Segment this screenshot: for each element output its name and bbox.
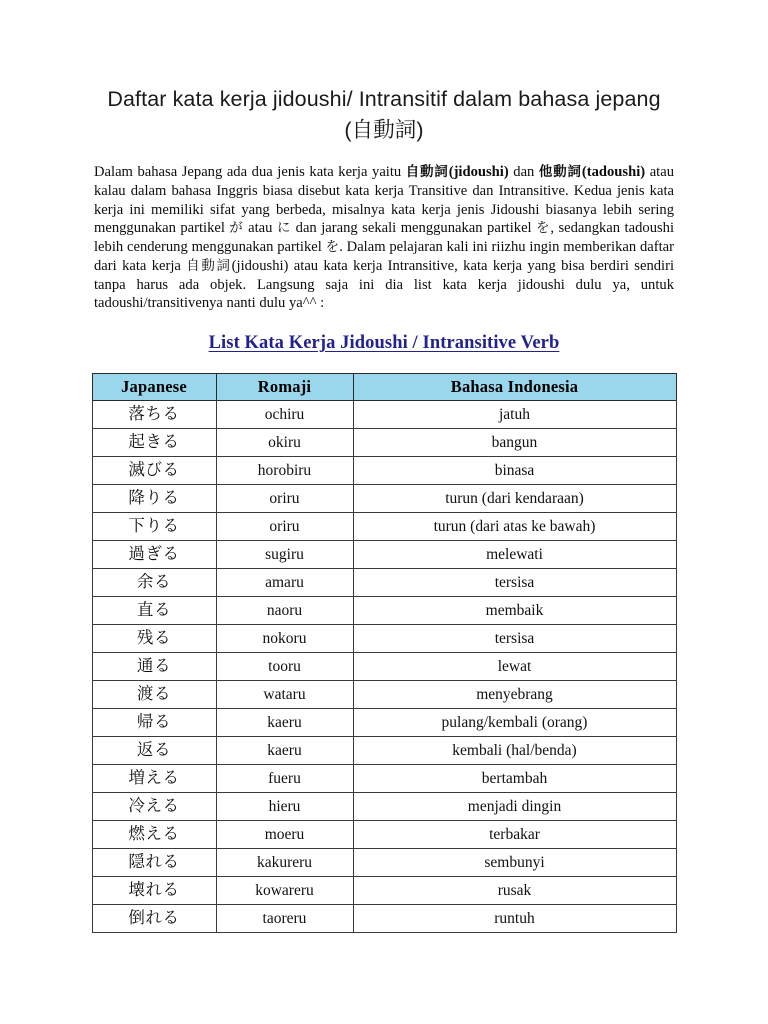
verb-romaji: kaeru bbox=[216, 709, 353, 737]
verb-japanese: 下りる bbox=[92, 513, 216, 541]
intro-jidoushi-kanji: 自動詞 bbox=[405, 165, 449, 181]
table-row bbox=[92, 541, 676, 569]
column-header-japanese: Japanese bbox=[92, 374, 216, 401]
verb-romaji: oriru bbox=[216, 485, 353, 513]
intro-segment-2: dan bbox=[508, 164, 539, 181]
section-heading-text: List Kata Kerja Jidoushi / Intransitive Verb bbox=[208, 333, 560, 354]
verb-romaji: fueru bbox=[216, 765, 353, 793]
verb-indonesian: bangun bbox=[353, 429, 676, 457]
verb-japanese: 起きる bbox=[92, 429, 216, 457]
column-header-romaji: Romaji bbox=[216, 374, 353, 401]
verb-indonesian: pulang/kembali (orang) bbox=[353, 709, 676, 737]
verb-japanese: 直る bbox=[92, 597, 216, 625]
table-row bbox=[92, 877, 676, 905]
intro-segment-4: atau bbox=[243, 220, 277, 237]
verb-romaji: ochiru bbox=[216, 401, 353, 429]
section-heading bbox=[0, 313, 768, 354]
verb-romaji: okiru bbox=[216, 429, 353, 457]
verb-romaji: moeru bbox=[216, 821, 353, 849]
verb-japanese: 倒れる bbox=[92, 905, 216, 933]
verb-japanese: 降りる bbox=[92, 485, 216, 513]
verb-indonesian: tersisa bbox=[353, 569, 676, 597]
verb-romaji: oriru bbox=[216, 513, 353, 541]
verb-indonesian: menyebrang bbox=[353, 681, 676, 709]
intro-segment-1: Dalam bahasa Jepang ada dua jenis kata kerja yaitu bbox=[94, 164, 406, 181]
verb-japanese: 増える bbox=[92, 765, 216, 793]
table-row bbox=[92, 905, 676, 933]
verb-indonesian: rusak bbox=[353, 877, 676, 905]
intro-segment-7: . Dalam pelajaran kali ini riizhu ingin memberikan daftar dari kata kerja bbox=[94, 239, 674, 274]
page-title-line-2: (自動詞) bbox=[344, 117, 424, 142]
table-row bbox=[92, 597, 676, 625]
intro-segment-5: dan jarang sekali menggunakan partikel bbox=[291, 220, 537, 237]
verb-indonesian: kembali (hal/benda) bbox=[353, 737, 676, 765]
verb-japanese: 残る bbox=[92, 625, 216, 653]
verb-japanese: 隠れる bbox=[92, 849, 216, 877]
verb-japanese: 渡る bbox=[92, 681, 216, 709]
verb-table-container bbox=[0, 354, 768, 933]
verb-indonesian: turun (dari atas ke bawah) bbox=[353, 513, 676, 541]
verb-indonesian: membaik bbox=[353, 597, 676, 625]
verb-table-head bbox=[92, 374, 676, 401]
table-row bbox=[92, 653, 676, 681]
verb-romaji: naoru bbox=[216, 597, 353, 625]
table-row bbox=[92, 485, 676, 513]
verb-romaji: amaru bbox=[216, 569, 353, 597]
verb-table-body bbox=[92, 401, 676, 933]
table-row bbox=[92, 849, 676, 877]
intro-jidoushi-kanji-second: 自動詞 bbox=[186, 258, 232, 274]
verb-japanese: 通る bbox=[92, 653, 216, 681]
intro-jidoushi-romaji: (jidoushi) bbox=[448, 164, 509, 181]
table-row bbox=[92, 737, 676, 765]
verb-indonesian: bertambah bbox=[353, 765, 676, 793]
verb-romaji: kowareru bbox=[216, 877, 353, 905]
verb-japanese: 過ぎる bbox=[92, 541, 216, 569]
intro-tadoushi-romaji: (tadoushi) bbox=[581, 164, 646, 181]
intro-particle-wo-second: を bbox=[325, 240, 340, 256]
table-row bbox=[92, 513, 676, 541]
table-row bbox=[92, 429, 676, 457]
table-row bbox=[92, 401, 676, 429]
verb-romaji: kakureru bbox=[216, 849, 353, 877]
verb-japanese: 燃える bbox=[92, 821, 216, 849]
verb-romaji: kaeru bbox=[216, 737, 353, 765]
verb-japanese: 返る bbox=[92, 737, 216, 765]
verb-romaji: taoreru bbox=[216, 905, 353, 933]
table-row bbox=[92, 457, 676, 485]
intro-particle-ni: に bbox=[276, 221, 292, 237]
verb-indonesian: jatuh bbox=[353, 401, 676, 429]
verb-indonesian: binasa bbox=[353, 457, 676, 485]
verb-romaji: nokoru bbox=[216, 625, 353, 653]
intro-particle-ga: が bbox=[229, 221, 244, 237]
table-row bbox=[92, 709, 676, 737]
verb-indonesian: melewati bbox=[353, 541, 676, 569]
verb-japanese: 冷える bbox=[92, 793, 216, 821]
verb-table bbox=[92, 373, 677, 933]
verb-romaji: horobiru bbox=[216, 457, 353, 485]
verb-indonesian: tersisa bbox=[353, 625, 676, 653]
table-row bbox=[92, 569, 676, 597]
verb-japanese: 帰る bbox=[92, 709, 216, 737]
verb-indonesian: menjadi dingin bbox=[353, 793, 676, 821]
verb-indonesian: turun (dari kendaraan) bbox=[353, 485, 676, 513]
verb-indonesian: terbakar bbox=[353, 821, 676, 849]
verb-japanese: 壊れる bbox=[92, 877, 216, 905]
table-row bbox=[92, 793, 676, 821]
verb-indonesian: runtuh bbox=[353, 905, 676, 933]
intro-segment-3: atau kalau dalam bahasa Inggris biasa disebut kata kerja Transitive dan Intransitive. Kedua jenis kata kerja ini memiliki sifat yang berbeda, misalnya kata kerja jenis Jidoushi biasanya lebih sering menggunakan partikel bbox=[94, 164, 674, 237]
verb-indonesian: lewat bbox=[353, 653, 676, 681]
intro-segment-8: (jidoushi) atau kata kerja Intransitive, kata kerja yang bisa berdiri sendiri tanpa harus ada objek. Langsung saja ini dia list kata kerja jidoushi dulu ya, untuk tadoushi/transitivenya nanti dulu ya^^ : bbox=[94, 257, 675, 312]
verb-romaji: hieru bbox=[216, 793, 353, 821]
column-header-bahasa-indonesia: Bahasa Indonesia bbox=[353, 374, 676, 401]
verb-romaji: tooru bbox=[216, 653, 353, 681]
verb-japanese: 落ちる bbox=[92, 401, 216, 429]
verb-indonesian: sembunyi bbox=[353, 849, 676, 877]
page-title bbox=[0, 0, 768, 145]
verb-romaji: sugiru bbox=[216, 541, 353, 569]
intro-paragraph bbox=[0, 145, 768, 313]
table-header-row bbox=[92, 374, 676, 401]
verb-japanese: 余る bbox=[92, 569, 216, 597]
verb-japanese: 滅びる bbox=[92, 457, 216, 485]
verb-romaji: wataru bbox=[216, 681, 353, 709]
table-row bbox=[92, 821, 676, 849]
page-title-line-1: Daftar kata kerja jidoushi/ Intransitif dalam bahasa jepang bbox=[107, 87, 661, 111]
table-row bbox=[92, 681, 676, 709]
table-row bbox=[92, 765, 676, 793]
intro-segment-6: , sedangkan tadoushi lebih cenderung menggunakan partikel bbox=[94, 220, 675, 256]
table-row bbox=[92, 625, 676, 653]
intro-particle-wo-first: を bbox=[536, 221, 551, 237]
intro-tadoushi-kanji: 他動詞 bbox=[538, 165, 582, 181]
